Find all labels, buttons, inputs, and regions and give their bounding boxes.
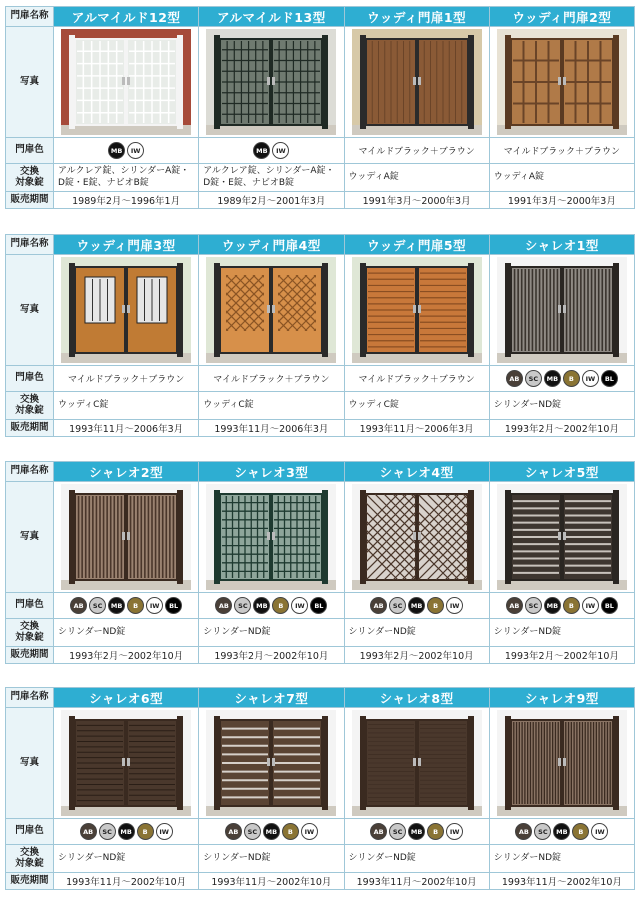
gate-photo [352, 484, 482, 590]
color-options [199, 138, 344, 164]
gate-table [5, 6, 635, 209]
gate-name: シャレオ5型 [489, 462, 634, 482]
gate-photo-cell [344, 27, 489, 138]
color-badge: AB [215, 597, 232, 614]
sales-period: 1993年2月〜2002年10月 [54, 647, 199, 664]
color-badge: B [137, 823, 154, 840]
lock-type: シリンダーND錠 [54, 845, 199, 873]
gate-name: アルマイルド12型 [54, 7, 199, 27]
lock-type: ウッディA錠 [489, 164, 634, 192]
gate-photo [61, 484, 191, 590]
label-name: 門扉名称 [6, 7, 54, 27]
sales-period: 1993年11月〜2006年3月 [199, 420, 344, 437]
lock-type: ウッディC錠 [344, 392, 489, 420]
color-badge: MB [408, 823, 425, 840]
color-badge: AB [80, 823, 97, 840]
gate-photo-cell [54, 255, 199, 366]
color-text: マイルドブラック＋ブラウン [344, 138, 489, 164]
lock-type: アルクレア錠、シリンダーA錠・D錠・E錠、ナビオB錠 [54, 164, 199, 192]
color-badge: SC [389, 597, 406, 614]
lock-type: シリンダーND錠 [54, 619, 199, 647]
gate-name: シャレオ8型 [344, 688, 489, 708]
color-badge: AB [506, 597, 523, 614]
color-badge: B [563, 370, 580, 387]
color-badge: SC [525, 370, 542, 387]
gate-photo [61, 29, 191, 135]
sales-period: 1993年11月〜2002年10月 [54, 873, 199, 890]
color-options [489, 819, 634, 845]
gate-table [5, 687, 635, 890]
color-options [54, 138, 199, 164]
color-badge: IW [127, 142, 144, 159]
label-lock: 交換 対象錠 [6, 845, 54, 873]
gate-photo-cell [489, 27, 634, 138]
gate-name: ウッディ門扉3型 [54, 235, 199, 255]
color-badge: SC [534, 823, 551, 840]
gate-photo [61, 710, 191, 816]
color-badge: AB [225, 823, 242, 840]
color-badge: B [282, 823, 299, 840]
label-photo: 写真 [6, 27, 54, 138]
color-options [489, 593, 634, 619]
gate-photo [206, 257, 336, 363]
color-badge: SC [525, 597, 542, 614]
lock-type: シリンダーND錠 [199, 619, 344, 647]
label-photo: 写真 [6, 482, 54, 593]
gate-name: ウッディ門扉4型 [199, 235, 344, 255]
color-options [489, 366, 634, 392]
sales-period: 1993年11月〜2002年10月 [344, 873, 489, 890]
color-badge: AB [370, 823, 387, 840]
label-lock: 交換 対象錠 [6, 392, 54, 420]
gate-name: シャレオ4型 [344, 462, 489, 482]
color-badge: IW [582, 597, 599, 614]
color-badge: B [127, 597, 144, 614]
gate-photo-cell [54, 482, 199, 593]
sales-period: 1993年11月〜2002年10月 [199, 873, 344, 890]
gate-photo [352, 29, 482, 135]
color-badge: AB [70, 597, 87, 614]
sales-period: 1993年11月〜2006年3月 [344, 420, 489, 437]
gate-name: ウッディ門扉2型 [489, 7, 634, 27]
gate-photo-cell [344, 482, 489, 593]
gate-photo [352, 710, 482, 816]
sales-period: 1993年2月〜2002年10月 [489, 647, 634, 664]
sales-period: 1993年11月〜2006年3月 [54, 420, 199, 437]
label-photo: 写真 [6, 708, 54, 819]
lock-type: シリンダーND錠 [489, 845, 634, 873]
sales-period: 1993年2月〜2002年10月 [489, 420, 634, 437]
color-badge: B [563, 597, 580, 614]
gate-name: シャレオ1型 [489, 235, 634, 255]
gate-name: シャレオ9型 [489, 688, 634, 708]
color-badge: SC [99, 823, 116, 840]
color-badge: IW [291, 597, 308, 614]
color-badge: MB [544, 597, 561, 614]
gate-table [5, 234, 635, 437]
lock-type: ウッディC錠 [199, 392, 344, 420]
lock-type: シリンダーND錠 [344, 619, 489, 647]
lock-type: シリンダーND錠 [489, 392, 634, 420]
sales-period: 1989年2月〜1996年1月 [54, 192, 199, 209]
label-color: 門扉色 [6, 366, 54, 392]
gate-photo-cell [489, 482, 634, 593]
color-options [344, 593, 489, 619]
color-badge: MB [108, 142, 125, 159]
sales-period: 1989年2月〜2001年3月 [199, 192, 344, 209]
sales-period: 1991年3月〜2000年3月 [489, 192, 634, 209]
color-badge: IW [156, 823, 173, 840]
lock-type: シリンダーND錠 [344, 845, 489, 873]
color-badge: MB [253, 597, 270, 614]
color-badge: BL [310, 597, 327, 614]
color-badge: B [427, 823, 444, 840]
color-text: マイルドブラック＋ブラウン [344, 366, 489, 392]
label-period: 販売期間 [6, 873, 54, 890]
catalog-block [5, 234, 635, 437]
label-lock: 交換 対象錠 [6, 164, 54, 192]
color-badge: SC [89, 597, 106, 614]
gate-photo [206, 29, 336, 135]
label-color: 門扉色 [6, 593, 54, 619]
color-badge: IW [446, 597, 463, 614]
color-badge: B [427, 597, 444, 614]
color-badge: IW [591, 823, 608, 840]
label-color: 門扉色 [6, 819, 54, 845]
color-badge: BL [601, 597, 618, 614]
color-badge: IW [146, 597, 163, 614]
gate-photo-cell [199, 255, 344, 366]
lock-type: アルクレア錠、シリンダーA錠・D錠・E錠、ナビオB錠 [199, 164, 344, 192]
catalog-block [5, 461, 635, 664]
color-badge: IW [301, 823, 318, 840]
label-name: 門扉名称 [6, 462, 54, 482]
gate-photo-cell [489, 708, 634, 819]
label-name: 門扉名称 [6, 235, 54, 255]
gate-photo-cell [199, 27, 344, 138]
gate-photo-cell [199, 482, 344, 593]
gate-name: シャレオ6型 [54, 688, 199, 708]
label-period: 販売期間 [6, 647, 54, 664]
color-badge: SC [244, 823, 261, 840]
color-badge: MB [108, 597, 125, 614]
gate-photo [352, 257, 482, 363]
sales-period: 1991年3月〜2000年3月 [344, 192, 489, 209]
lock-type: シリンダーND錠 [489, 619, 634, 647]
gate-name: アルマイルド13型 [199, 7, 344, 27]
color-badge: B [272, 597, 289, 614]
lock-type: シリンダーND錠 [199, 845, 344, 873]
color-badge: MB [544, 370, 561, 387]
lock-type: ウッディA錠 [344, 164, 489, 192]
color-badge: SC [234, 597, 251, 614]
color-text: マイルドブラック＋ブラウン [54, 366, 199, 392]
gate-photo-cell [344, 255, 489, 366]
gate-name: ウッディ門扉1型 [344, 7, 489, 27]
gate-name: シャレオ2型 [54, 462, 199, 482]
gate-photo [206, 710, 336, 816]
gate-photo-cell [489, 255, 634, 366]
lock-type: ウッディC錠 [54, 392, 199, 420]
sales-period: 1993年2月〜2002年10月 [344, 647, 489, 664]
gate-photo [497, 29, 627, 135]
color-options [199, 593, 344, 619]
gate-photo [206, 484, 336, 590]
color-badge: MB [118, 823, 135, 840]
color-badge: IW [582, 370, 599, 387]
gate-name: シャレオ3型 [199, 462, 344, 482]
color-badge: IW [272, 142, 289, 159]
gate-name: シャレオ7型 [199, 688, 344, 708]
color-options [54, 593, 199, 619]
gate-photo-cell [344, 708, 489, 819]
catalog-block [5, 6, 635, 209]
sales-period: 1993年11月〜2002年10月 [489, 873, 634, 890]
label-name: 門扉名称 [6, 688, 54, 708]
color-badge: AB [506, 370, 523, 387]
color-badge: BL [165, 597, 182, 614]
label-lock: 交換 対象錠 [6, 619, 54, 647]
color-badge: IW [446, 823, 463, 840]
gate-photo [61, 257, 191, 363]
gate-table [5, 461, 635, 664]
color-badge: MB [408, 597, 425, 614]
gate-photo-cell [54, 27, 199, 138]
label-photo: 写真 [6, 255, 54, 366]
color-options [54, 819, 199, 845]
gate-photo [497, 484, 627, 590]
color-text: マイルドブラック＋ブラウン [489, 138, 634, 164]
gate-photo-cell [54, 708, 199, 819]
gate-name: ウッディ門扉5型 [344, 235, 489, 255]
color-options [199, 819, 344, 845]
color-badge: BL [601, 370, 618, 387]
gate-photo [497, 710, 627, 816]
color-badge: SC [389, 823, 406, 840]
catalog-block [5, 687, 635, 890]
color-badge: B [572, 823, 589, 840]
color-badge: MB [253, 142, 270, 159]
color-badge: AB [515, 823, 532, 840]
gate-photo [497, 257, 627, 363]
color-badge: MB [263, 823, 280, 840]
color-options [344, 819, 489, 845]
color-badge: MB [553, 823, 570, 840]
color-text: マイルドブラック＋ブラウン [199, 366, 344, 392]
label-period: 販売期間 [6, 420, 54, 437]
gate-photo-cell [199, 708, 344, 819]
sales-period: 1993年2月〜2002年10月 [199, 647, 344, 664]
color-badge: AB [370, 597, 387, 614]
label-period: 販売期間 [6, 192, 54, 209]
label-color: 門扉色 [6, 138, 54, 164]
